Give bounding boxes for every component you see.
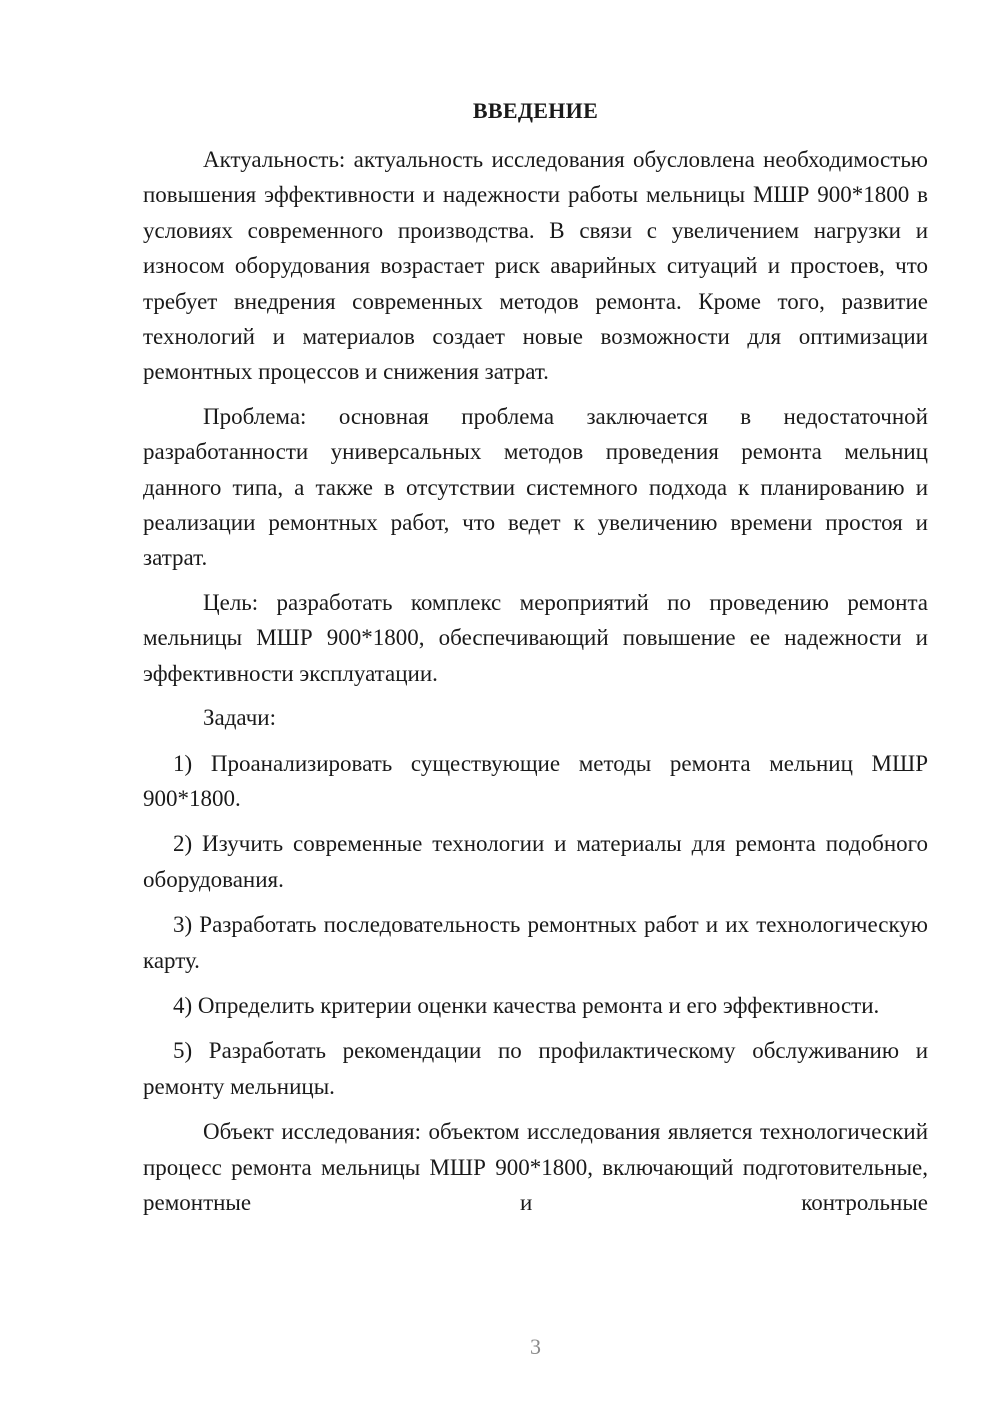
task-item-5: 5) Разработать рекомендации по профилактическому обслуживанию и ремонту мельницы. [143,1038,928,1099]
document-body [143,142,928,1220]
task-item-2: 2) Изучить современные технологии и материалы для ремонта подобного оборудования. [143,831,928,892]
page-title: ВВЕДЕНИЕ [472,98,599,123]
task-item-1: 1) Проанализировать существующие методы ремонта мельниц МШР 900*1800. [143,750,928,811]
task-item-4: 4) Определить критерии оценки качества ремонта и его эффективности. [173,992,880,1018]
paragraph-object: Объект исследования: объектом исследования является технологический процесс ремонта мельницы МШР 900*1800, включающий подготовительные, ремонтные и контрольные [143,1119,928,1215]
task-item-3: 3) Разработать последовательность ремонтных работ и их технологическую карту. [143,912,928,973]
paragraph-relevance: Актуальность: актуальность исследования обусловлена необходимостью повышения эффективности и надежности работы мельницы МШР 900*1800 в условиях современного производства. В связи с увеличением нагрузки и износом оборудования возрастает риск аварийных ситуаций и простоев, что требует внедрения современных методов ремонта. Кроме того, развитие технологий и материалов создает новые возможности для оптимизации ремонтных процессов и снижения затрат. [143,147,928,385]
paragraph-goal: Цель: разработать комплекс мероприятий по проведению ремонта мельницы МШР 900*1800, обеспечивающий повышение ее надежности и эффективности эксплуатации. [143,589,928,686]
document-page [143,0,928,1414]
tasks-heading: Задачи: [203,705,276,731]
paragraph-problem: Проблема: основная проблема заключается в недостаточной разработанности универсальных методов проведения ремонта мельниц данного типа, а также в отсутствии системного подхода к планированию и реализации ремонтных работ, что ведет к увеличению времени простоя и затрат. [143,403,928,571]
page-number: 3 [530,1334,541,1359]
